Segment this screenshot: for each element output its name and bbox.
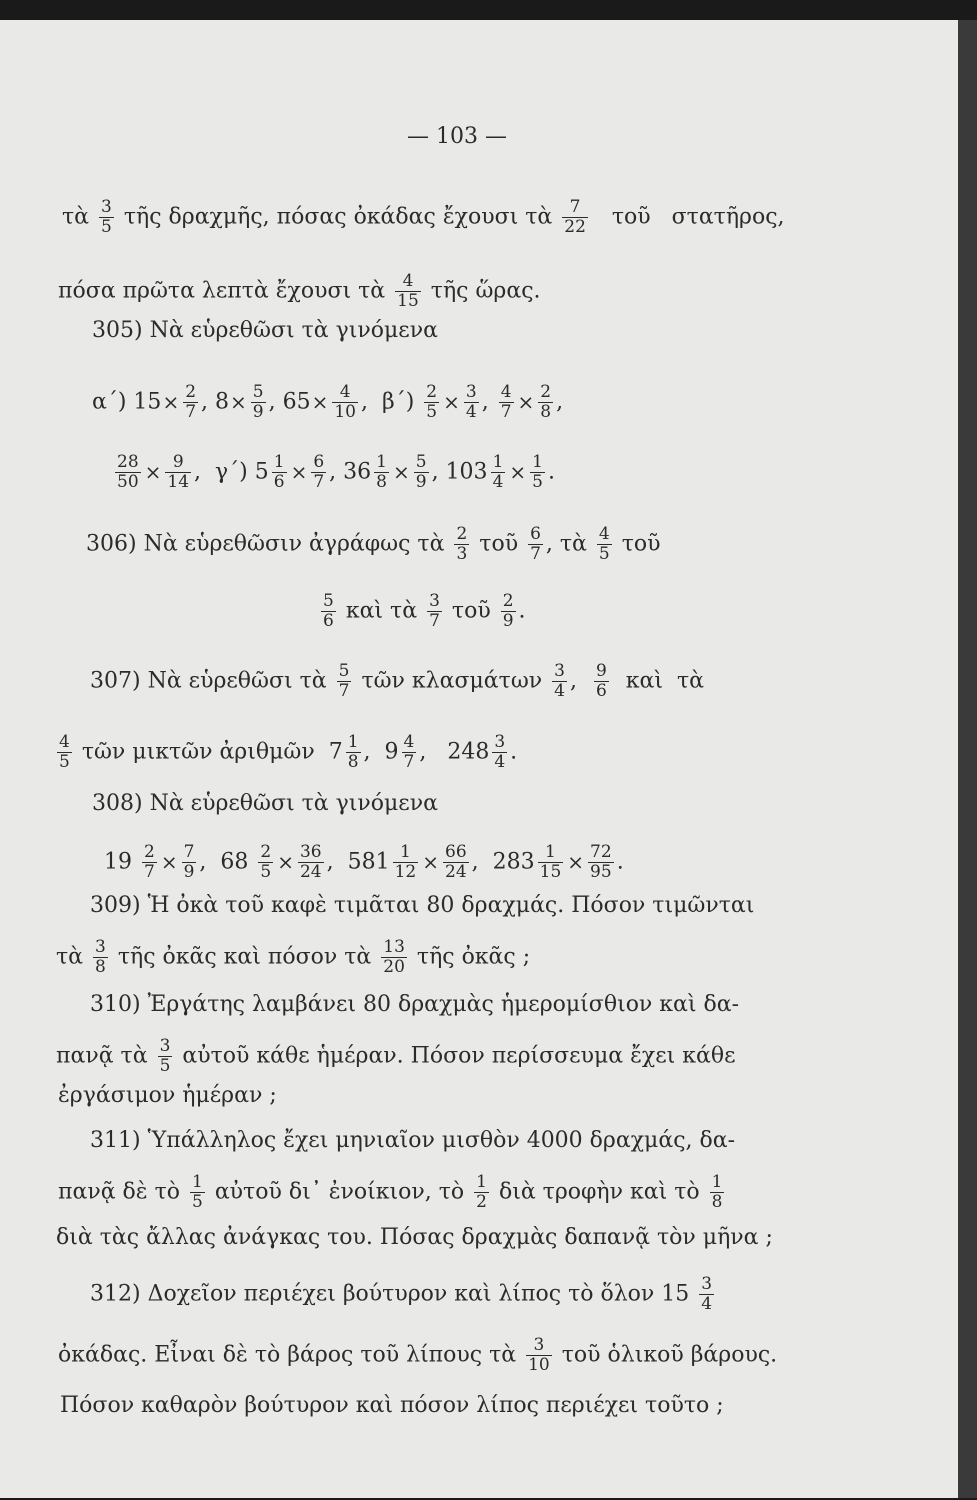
text-line <box>90 662 704 701</box>
text-run: τῶν μικτῶν ἀριθμῶν 7 <box>74 739 343 765</box>
fraction <box>424 383 439 422</box>
text-line <box>104 843 624 882</box>
text-line <box>58 272 541 311</box>
fraction <box>474 1173 489 1212</box>
text-run: καὶ τὰ <box>611 668 704 694</box>
fraction <box>182 843 197 882</box>
fraction <box>393 843 419 882</box>
text-run: τῆς ὥρας. <box>423 278 541 304</box>
text-run: πόσα πρῶτα λεπτὰ ἔχουσι τὰ <box>58 278 393 304</box>
text-run: , 8 <box>201 389 230 415</box>
text-run: διὰ τὰς ἄλλας ἀνάγκας του. Πόσας δραχμὰς δαπανᾷ τὸν μῆνα ; <box>56 1225 773 1250</box>
text-run: , 9 <box>363 739 399 765</box>
times-sign: × <box>517 389 535 414</box>
denominator: 95 <box>590 862 612 882</box>
fraction <box>99 198 114 237</box>
numerator: 36 <box>299 842 322 862</box>
numerator: 1 <box>545 842 556 862</box>
fraction <box>414 453 429 492</box>
times-sign: × <box>509 459 527 484</box>
denominator: 5 <box>59 752 70 772</box>
text-run: , γ΄) 5 <box>194 459 269 485</box>
numerator: 72 <box>590 842 612 862</box>
fraction <box>142 843 157 882</box>
fraction <box>158 1037 173 1076</box>
denominator: 4 <box>701 1294 713 1314</box>
numerator: 3 <box>159 1036 171 1056</box>
text-run: , 283 <box>471 849 535 875</box>
denominator: 7 <box>429 611 440 631</box>
denominator: 8 <box>711 1192 723 1212</box>
fraction <box>492 733 507 772</box>
fraction <box>562 198 588 237</box>
text-line <box>58 1336 777 1375</box>
numerator: 66 <box>445 842 467 862</box>
text-run: , <box>481 389 496 415</box>
denominator: 4 <box>465 402 477 422</box>
text-line <box>58 1083 277 1109</box>
text-run: , 36 <box>329 459 372 485</box>
times-sign: × <box>277 849 294 874</box>
numerator: 3 <box>465 382 477 402</box>
page-edge-shadow <box>958 20 977 1498</box>
fraction <box>381 938 407 977</box>
fraction <box>427 592 442 631</box>
numerator: 1 <box>532 452 543 472</box>
text-run: , 103 <box>431 459 488 485</box>
fraction <box>337 662 352 701</box>
denominator: 20 <box>383 957 405 977</box>
text-line <box>90 893 754 919</box>
times-sign: × <box>443 389 460 414</box>
times-sign: × <box>311 389 329 414</box>
numerator: 1 <box>400 842 411 862</box>
fraction <box>251 383 266 422</box>
fraction <box>57 733 72 772</box>
text-line <box>58 1173 727 1212</box>
text-run: 309) Ἡ ὀκὰ τοῦ καφὲ τιμᾶται 80 δραχμάς. Πόσον τιμῶνται <box>90 893 755 918</box>
fraction <box>395 272 421 311</box>
text-run: , 248 <box>419 739 490 765</box>
denominator: 9 <box>183 862 195 882</box>
text-run: 311) Ὑπάλληλος ἔχει μηνιαῖον μισθὸν 4000 δραχμάς, δα- <box>90 1128 736 1153</box>
text-run: τοῦ στατῆρος, <box>590 204 785 230</box>
text-run: , <box>556 389 564 415</box>
times-sign: × <box>392 459 410 484</box>
denominator: 9 <box>252 402 264 422</box>
numerator: 3 <box>101 197 112 217</box>
fraction <box>491 453 506 492</box>
text-line <box>56 938 530 977</box>
text-run: , 581 <box>326 849 390 875</box>
numerator: 5 <box>338 661 350 681</box>
text-run: α΄) 15 <box>92 389 162 415</box>
text-run: 312) Δοχεῖον περιέχει βούτυρον καὶ λίπος τὸ ὅλον 15 <box>90 1281 697 1307</box>
denominator: 6 <box>595 681 607 701</box>
denominator: 14 <box>167 472 190 492</box>
numerator: 1 <box>347 732 359 752</box>
numerator: 2 <box>540 382 552 402</box>
text-run: 305) Νὰ εὑρεθῶσι τὰ γινόμενα <box>92 318 438 343</box>
text-run: , 68 <box>199 849 256 875</box>
denominator: 10 <box>334 402 356 422</box>
denominator: 8 <box>376 472 387 492</box>
denominator: 8 <box>347 752 359 772</box>
text-run: . <box>547 459 555 485</box>
fraction <box>258 843 273 882</box>
fraction <box>272 453 287 492</box>
denominator: 9 <box>415 472 427 492</box>
text-run: τοῦ <box>472 531 526 557</box>
text-run: τοῦ <box>444 598 498 624</box>
text-line <box>112 453 555 492</box>
numerator: 3 <box>701 1274 713 1294</box>
fraction <box>538 843 564 882</box>
numerator: 3 <box>494 732 506 752</box>
numerator: 2 <box>185 382 197 402</box>
numerator: 6 <box>313 452 325 472</box>
denominator: 7 <box>185 402 197 422</box>
text-run: πανᾷ δὲ τὸ <box>58 1179 187 1205</box>
denominator: 7 <box>338 681 350 701</box>
denominator: 6 <box>273 472 285 492</box>
numerator: 2 <box>456 524 468 544</box>
fraction <box>183 383 198 422</box>
fraction <box>528 525 543 564</box>
denominator: 6 <box>323 611 334 631</box>
text-run: ἐργάσιμον ἡμέραν ; <box>58 1083 277 1108</box>
text-run: αὐτοῦ κάθε ἡμέραν. Πόσον περίσσευμα ἔχει κάθε <box>175 1043 736 1069</box>
text-run: τῆς ὀκᾶς ; <box>409 944 531 970</box>
numerator: 7 <box>183 842 195 862</box>
text-line <box>56 1225 773 1251</box>
denominator: 3 <box>456 544 468 564</box>
text-run: τοῦ <box>614 531 661 557</box>
fraction <box>526 1336 552 1375</box>
fraction <box>710 1173 725 1212</box>
numerator: 4 <box>500 382 512 402</box>
text-line <box>92 383 563 422</box>
times-sign: × <box>422 849 440 874</box>
fraction <box>501 592 516 631</box>
fraction <box>346 733 361 772</box>
times-sign: × <box>144 459 162 484</box>
numerator: 1 <box>492 452 504 472</box>
numerator: 1 <box>376 452 387 472</box>
numerator: 2 <box>260 842 272 862</box>
denominator: 5 <box>426 402 438 422</box>
fraction <box>332 383 358 422</box>
denominator: 24 <box>445 862 467 882</box>
fraction <box>298 843 324 882</box>
page-number: — 103 — <box>407 124 507 149</box>
numerator: 9 <box>595 661 607 681</box>
denominator: 2 <box>476 1192 487 1212</box>
denominator: 4 <box>494 752 506 772</box>
text-run: ὀκάδας. Εἶναι δὲ τὸ βάρος τοῦ λίπους τὰ <box>58 1342 524 1368</box>
times-sign: × <box>567 849 585 874</box>
denominator: 8 <box>540 402 552 422</box>
numerator: 28 <box>117 452 139 472</box>
denominator: 8 <box>95 957 106 977</box>
numerator: 2 <box>426 382 438 402</box>
text-line <box>60 1393 724 1419</box>
fraction <box>530 453 545 492</box>
text-run: , β΄) <box>361 389 422 415</box>
text-line <box>92 318 438 344</box>
fraction <box>165 453 191 492</box>
denominator: 5 <box>598 544 610 564</box>
fraction <box>699 1275 714 1314</box>
fraction <box>454 525 469 564</box>
numerator: 7 <box>569 197 581 217</box>
text-run: 308) Νὰ εὑρεθῶσι τὰ γινόμενα <box>92 791 438 816</box>
times-sign: × <box>230 389 247 414</box>
text-line <box>92 791 438 817</box>
text-run: τὰ <box>56 944 91 970</box>
text-run: 307) Νὰ εὑρεθῶσι τὰ <box>90 668 334 694</box>
numerator: 2 <box>502 591 514 611</box>
fraction <box>190 1173 205 1212</box>
fraction <box>115 453 141 492</box>
numerator: 5 <box>252 382 264 402</box>
numerator: 3 <box>95 937 106 957</box>
text-run: , <box>569 668 591 694</box>
text-line <box>56 1037 736 1076</box>
numerator: 2 <box>144 842 155 862</box>
denominator: 5 <box>532 472 543 492</box>
denominator: 4 <box>554 681 565 701</box>
fraction <box>538 383 553 422</box>
numerator: 4 <box>59 732 70 752</box>
text-run: τῶν κλασμάτων <box>354 668 550 694</box>
denominator: 5 <box>192 1192 203 1212</box>
denominator: 9 <box>502 611 514 631</box>
denominator: 24 <box>299 862 322 882</box>
fraction <box>443 843 469 882</box>
text-run: τοῦ ὁλικοῦ βάρους. <box>554 1342 778 1368</box>
text-run: τὰ <box>62 204 97 230</box>
numerator: 4 <box>598 524 610 544</box>
text-run: καὶ τὰ <box>338 598 425 624</box>
fraction <box>321 592 336 631</box>
numerator: 5 <box>415 452 427 472</box>
fraction <box>588 843 614 882</box>
denominator: 50 <box>117 472 139 492</box>
denominator: 22 <box>564 217 586 237</box>
numerator: 1 <box>476 1172 487 1192</box>
denominator: 7 <box>144 862 155 882</box>
denominator: 5 <box>159 1056 171 1076</box>
text-line <box>318 592 526 631</box>
numerator: 4 <box>339 382 351 402</box>
text-line <box>86 525 661 564</box>
numerator: 9 <box>172 452 184 472</box>
text-run: 19 <box>104 849 139 875</box>
numerator: 6 <box>530 524 541 544</box>
numerator: 3 <box>554 661 565 681</box>
text-run: , τὰ <box>545 531 594 557</box>
text-run: αὐτοῦ δι᾽ ἐνοίκιον, τὸ <box>207 1179 472 1205</box>
denominator: 5 <box>260 862 272 882</box>
text-run: . <box>510 739 518 765</box>
text-line <box>90 1128 735 1154</box>
denominator: 7 <box>403 752 415 772</box>
text-line <box>62 198 785 237</box>
text-run: τῆς δραχμῆς, πόσας ὀκάδας ἔχουσι τὰ <box>116 204 560 230</box>
fraction <box>597 525 612 564</box>
numerator: 3 <box>429 591 440 611</box>
numerator: 1 <box>192 1172 203 1192</box>
numerator: 13 <box>383 937 405 957</box>
text-run: , 65 <box>268 389 311 415</box>
numerator: 4 <box>402 271 414 291</box>
fraction <box>594 662 609 701</box>
fraction <box>552 662 567 701</box>
text-run: διὰ τροφὴν καὶ τὸ <box>491 1179 707 1205</box>
denominator: 10 <box>528 1355 550 1375</box>
text-line <box>90 1275 717 1314</box>
text-run: 310) Ἐργάτης λαμβάνει 80 δραχμὰς ἡμερομίσθιον καὶ δα- <box>90 992 740 1017</box>
fraction <box>464 383 479 422</box>
denominator: 4 <box>492 472 504 492</box>
fraction <box>499 383 514 422</box>
text-run: 306) Νὰ εὑρεθῶσιν ἀγράφως τὰ <box>86 531 452 557</box>
denominator: 15 <box>397 291 419 311</box>
fraction <box>402 733 417 772</box>
denominator: 7 <box>313 472 325 492</box>
fraction <box>374 453 389 492</box>
text-line <box>90 992 739 1018</box>
text-run: Πόσον καθαρὸν βούτυρον καὶ πόσον λίπος περιέχει τοῦτο ; <box>60 1393 724 1418</box>
fraction <box>311 453 326 492</box>
denominator: 7 <box>500 402 512 422</box>
denominator: 12 <box>394 862 417 882</box>
times-sign: × <box>290 459 308 484</box>
times-sign: × <box>160 849 178 874</box>
numerator: 3 <box>533 1335 545 1355</box>
denominator: 15 <box>539 862 562 882</box>
numerator: 1 <box>711 1172 723 1192</box>
text-run: . <box>616 849 624 875</box>
text-line <box>54 733 517 772</box>
denominator: 7 <box>530 544 541 564</box>
text-run: πανᾷ τὰ <box>56 1043 155 1069</box>
numerator: 5 <box>323 591 334 611</box>
numerator: 1 <box>273 452 285 472</box>
numerator: 4 <box>403 732 415 752</box>
text-run: τῆς ὀκᾶς καὶ πόσον τὰ <box>110 944 379 970</box>
text-run: . <box>518 598 526 624</box>
times-sign: × <box>162 389 180 414</box>
fraction <box>93 938 108 977</box>
denominator: 5 <box>101 217 112 237</box>
